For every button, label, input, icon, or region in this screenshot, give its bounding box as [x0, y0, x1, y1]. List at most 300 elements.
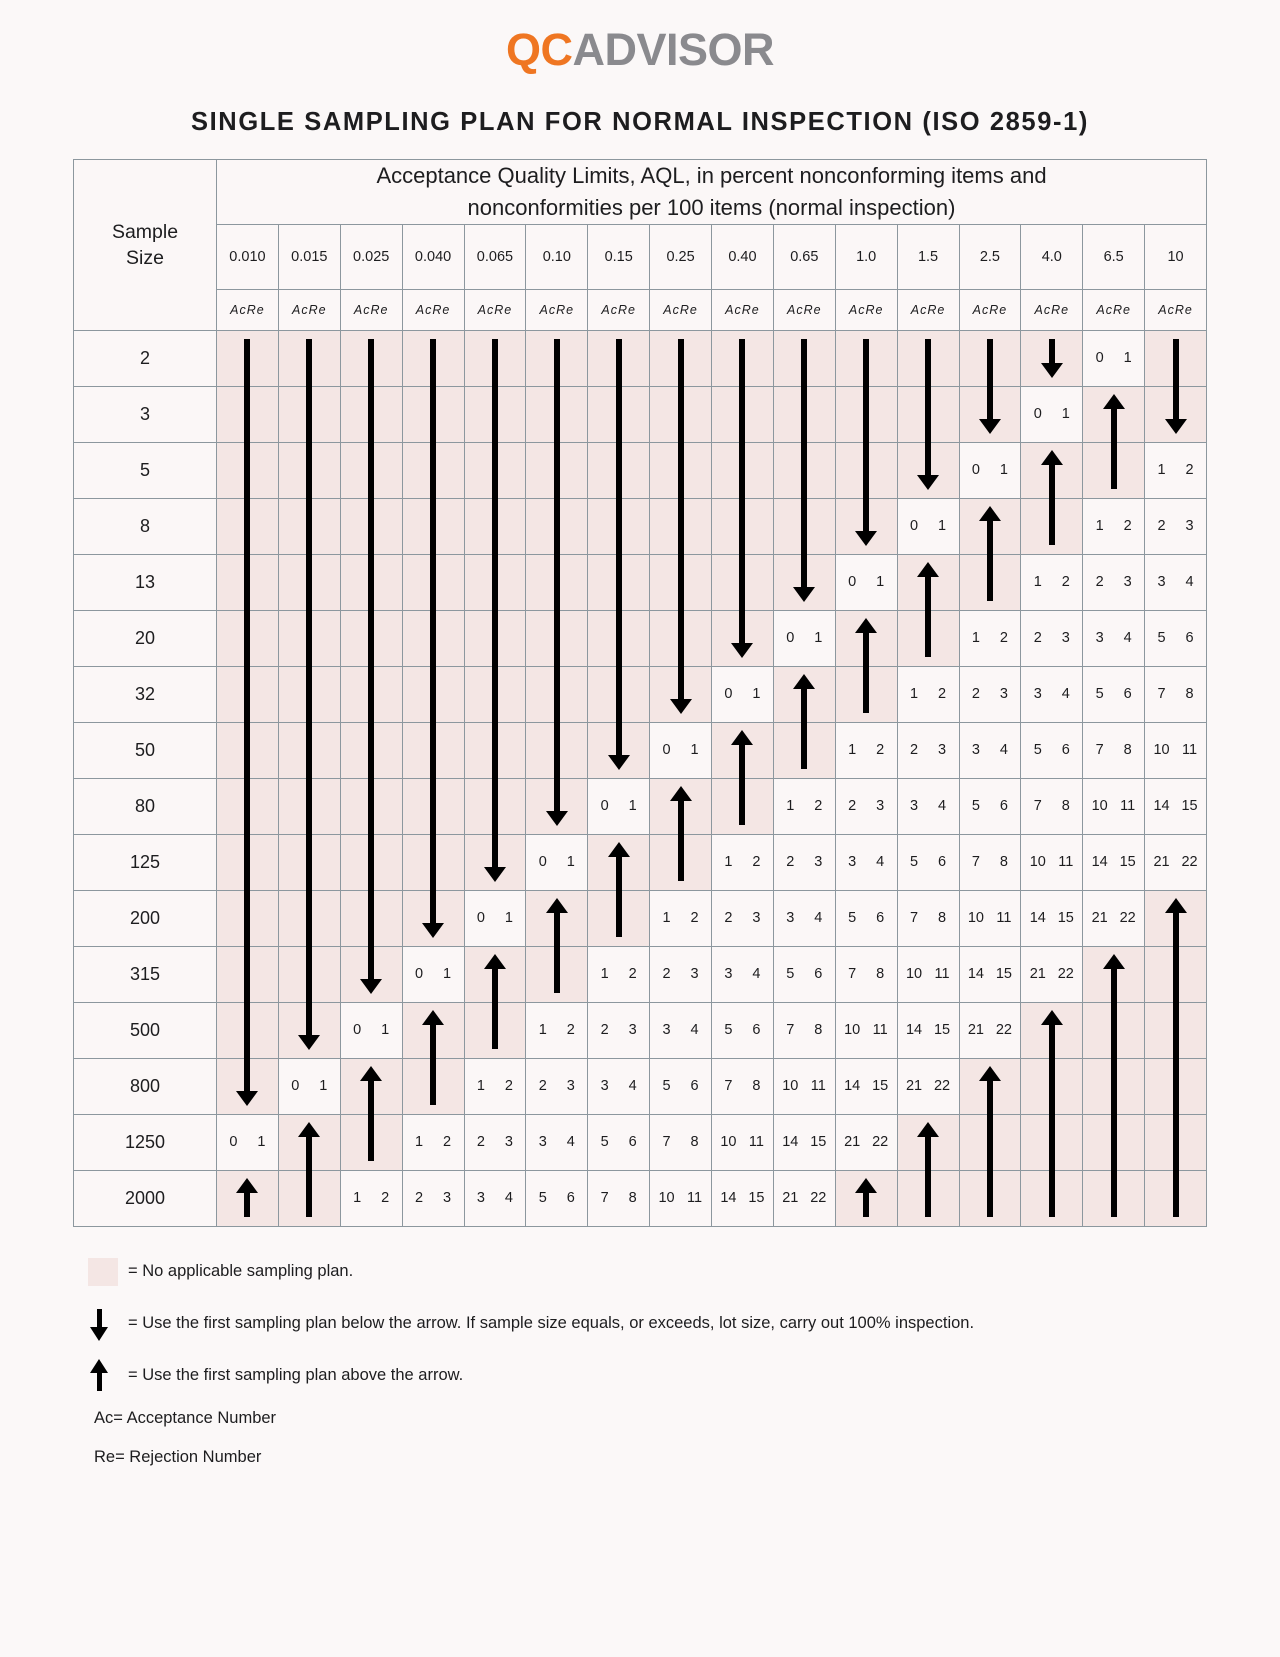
re-value: 4 [752, 966, 761, 983]
no-plan-cell [1145, 330, 1207, 386]
acceptance-rejection-cell [835, 1114, 897, 1170]
ac-value: 0 [786, 630, 795, 647]
ac-value: 1 [353, 1190, 362, 1207]
acceptance-rejection-cell [773, 834, 835, 890]
ac-value: 0 [724, 686, 733, 703]
table-row [74, 554, 1207, 610]
ac-value: 7 [1157, 686, 1166, 703]
re-value: 2 [1123, 518, 1132, 535]
no-plan-cell [773, 498, 835, 554]
no-plan-cell [217, 1170, 279, 1226]
acceptance-rejection-cell [588, 946, 650, 1002]
re-value: 11 [810, 1078, 826, 1095]
no-plan-cell [712, 498, 774, 554]
re-value: 6 [1061, 742, 1070, 759]
ac-re-subheader: AcRe [340, 289, 402, 330]
re-value: 1 [999, 462, 1008, 479]
acceptance-rejection-cell [217, 1114, 279, 1170]
header-row-aql [74, 224, 1207, 289]
ac-value: 7 [724, 1078, 733, 1095]
no-plan-cell [526, 666, 588, 722]
table-row [74, 834, 1207, 890]
no-plan-cell [1145, 1114, 1207, 1170]
table-row [74, 778, 1207, 834]
sample-size-cell: 800 [74, 1058, 217, 1114]
no-plan-cell [897, 386, 959, 442]
no-plan-cell [526, 722, 588, 778]
no-plan-cell [402, 834, 464, 890]
ac-value: 2 [1095, 574, 1104, 591]
up-arrow-icon [88, 1359, 110, 1393]
ac-value: 2 [848, 798, 857, 815]
no-plan-cell [464, 386, 526, 442]
ac-re-subheader: AcRe [959, 289, 1021, 330]
no-plan-cell [897, 330, 959, 386]
ac-re-subheader: AcRe [278, 289, 340, 330]
acceptance-rejection-cell [588, 778, 650, 834]
table-row [74, 1002, 1207, 1058]
no-plan-cell [217, 890, 279, 946]
acceptance-rejection-cell [773, 890, 835, 946]
re-value: 1 [752, 686, 761, 703]
no-plan-cell [1083, 1002, 1145, 1058]
table-row [74, 1114, 1207, 1170]
no-plan-cell [526, 610, 588, 666]
acceptance-rejection-cell [959, 722, 1021, 778]
no-plan-cell [278, 946, 340, 1002]
acceptance-rejection-cell [1021, 722, 1083, 778]
acceptance-rejection-cell [650, 1170, 712, 1226]
sample-size-cell: 200 [74, 890, 217, 946]
re-value: 6 [1185, 630, 1194, 647]
re-value: 4 [814, 910, 823, 927]
no-plan-cell [464, 666, 526, 722]
ac-value: 14 [720, 1190, 737, 1207]
no-plan-cell [526, 442, 588, 498]
acceptance-rejection-cell [897, 834, 959, 890]
aql-table [73, 159, 1207, 1227]
acceptance-rejection-cell [1021, 610, 1083, 666]
ac-value: 21 [905, 1078, 923, 1095]
re-value: 2 [1185, 462, 1194, 479]
table-row [74, 722, 1207, 778]
acceptance-rejection-cell [340, 1170, 402, 1226]
acceptance-rejection-cell [402, 946, 464, 1002]
no-plan-cell [773, 722, 835, 778]
no-plan-cell [959, 1170, 1021, 1226]
ac-value: 1 [662, 910, 671, 927]
re-value: 1 [319, 1078, 328, 1095]
ac-value: 0 [1033, 406, 1042, 423]
re-value: 2 [504, 1078, 513, 1095]
no-plan-cell [278, 778, 340, 834]
aql-column-header: 2.5 [959, 224, 1021, 289]
ac-value: 0 [291, 1078, 300, 1095]
no-plan-cell [1083, 1058, 1145, 1114]
acceptance-rejection-cell [650, 1114, 712, 1170]
no-plan-cell [588, 890, 650, 946]
ac-value: 0 [600, 798, 609, 815]
no-plan-cell [1083, 946, 1145, 1002]
sample-size-cell: 1250 [74, 1114, 217, 1170]
ac-value: 2 [910, 742, 919, 759]
acceptance-rejection-cell [959, 1002, 1021, 1058]
ac-value: 2 [538, 1078, 547, 1095]
re-value: 11 [996, 910, 1012, 927]
sample-size-cell: 20 [74, 610, 217, 666]
no-plan-cell [1021, 1170, 1083, 1226]
re-value: 8 [999, 854, 1008, 871]
sample-size-cell: 315 [74, 946, 217, 1002]
re-value: 1 [443, 966, 452, 983]
ac-value: 1 [848, 742, 857, 759]
table-row [74, 330, 1207, 386]
acceptance-rejection-cell [1145, 722, 1207, 778]
no-plan-cell [217, 386, 279, 442]
ac-value: 5 [848, 910, 857, 927]
no-plan-cell [340, 554, 402, 610]
aql-column-header: 0.10 [526, 224, 588, 289]
ac-re-subheader: AcRe [1083, 289, 1145, 330]
no-plan-cell [1083, 1170, 1145, 1226]
re-value: 11 [872, 1022, 888, 1039]
ac-value: 14 [1091, 854, 1108, 871]
no-plan-cell [959, 1114, 1021, 1170]
re-value: 15 [933, 1022, 951, 1039]
re-value: 3 [999, 686, 1008, 703]
ac-value: 14 [782, 1134, 799, 1151]
sample-size-cell: 50 [74, 722, 217, 778]
ac-value: 2 [415, 1190, 424, 1207]
re-value: 3 [1061, 630, 1070, 647]
acceptance-rejection-cell [588, 1170, 650, 1226]
ac-re-subheader: AcRe [1145, 289, 1207, 330]
legend-ac-definition: Ac= Acceptance Number [94, 1408, 277, 1427]
re-value: 22 [1119, 910, 1136, 927]
no-plan-cell [1021, 1058, 1083, 1114]
re-value: 1 [628, 798, 637, 815]
re-value: 3 [1123, 574, 1132, 591]
re-value: 4 [1061, 686, 1070, 703]
legend-no-plan-text: = No applicable sampling plan. [128, 1262, 354, 1281]
aql-column-header: 0.040 [402, 224, 464, 289]
acceptance-rejection-cell [1083, 554, 1145, 610]
ac-value: 5 [971, 798, 980, 815]
acceptance-rejection-cell [712, 1002, 774, 1058]
re-value: 4 [1185, 574, 1194, 591]
ac-re-subheader: AcRe [897, 289, 959, 330]
no-plan-cell [217, 610, 279, 666]
ac-value: 3 [538, 1134, 547, 1151]
ac-value: 10 [1091, 798, 1108, 815]
no-plan-cell [402, 778, 464, 834]
acceptance-rejection-cell [712, 946, 774, 1002]
ac-value: 10 [720, 1134, 737, 1151]
acceptance-rejection-cell [1145, 666, 1207, 722]
sample-size-header-line1: Sample [111, 220, 179, 243]
ac-value: 5 [1033, 742, 1042, 759]
no-plan-cell [1021, 442, 1083, 498]
acceptance-rejection-cell [897, 890, 959, 946]
no-plan-cell [340, 1114, 402, 1170]
re-value: 3 [504, 1134, 513, 1151]
acceptance-rejection-cell [650, 1002, 712, 1058]
no-plan-cell [1021, 498, 1083, 554]
acceptance-rejection-cell [835, 722, 897, 778]
acceptance-rejection-cell [959, 442, 1021, 498]
re-value: 6 [752, 1022, 761, 1039]
ac-re-subheader: AcRe [402, 289, 464, 330]
header-row-acre [74, 289, 1207, 330]
no-plan-cell [464, 498, 526, 554]
sample-size-cell: 500 [74, 1002, 217, 1058]
acceptance-rejection-cell [1083, 890, 1145, 946]
no-plan-cell [464, 610, 526, 666]
re-value: 4 [628, 1078, 637, 1095]
re-value: 4 [938, 798, 947, 815]
ac-value: 3 [848, 854, 857, 871]
no-plan-cell [464, 834, 526, 890]
acceptance-rejection-cell [773, 1002, 835, 1058]
aql-column-header: 0.025 [340, 224, 402, 289]
no-plan-cell [278, 386, 340, 442]
ac-value: 1 [786, 798, 795, 815]
ac-value: 14 [1029, 910, 1046, 927]
no-plan-cell [1083, 386, 1145, 442]
acceptance-rejection-cell [712, 666, 774, 722]
no-plan-cell [835, 330, 897, 386]
no-plan-cell [650, 666, 712, 722]
re-value: 15 [810, 1134, 827, 1151]
re-value: 2 [628, 966, 637, 983]
acceptance-rejection-cell [897, 946, 959, 1002]
acceptance-rejection-cell [1021, 666, 1083, 722]
no-plan-swatch-icon [88, 1258, 118, 1286]
no-plan-cell [526, 778, 588, 834]
re-value: 3 [876, 798, 885, 815]
no-plan-cell [588, 834, 650, 890]
ac-value: 3 [971, 742, 980, 759]
ac-value: 5 [600, 1134, 609, 1151]
ac-value: 14 [967, 966, 984, 983]
ac-value: 21 [967, 1022, 984, 1039]
legend-key-down [88, 1307, 128, 1341]
acceptance-rejection-cell [1145, 610, 1207, 666]
no-plan-cell [1145, 890, 1207, 946]
legend-row-no-plan [88, 1253, 1230, 1291]
acceptance-rejection-cell [712, 1114, 774, 1170]
no-plan-cell [278, 442, 340, 498]
ac-value: 3 [1033, 686, 1042, 703]
re-value: 1 [381, 1022, 390, 1039]
no-plan-cell [402, 330, 464, 386]
ac-value: 0 [538, 854, 547, 871]
re-value: 8 [752, 1078, 761, 1095]
acceptance-rejection-cell [835, 946, 897, 1002]
ac-value: 5 [786, 966, 795, 983]
ac-value: 21 [844, 1134, 861, 1151]
re-value: 2 [381, 1190, 390, 1207]
re-value: 4 [566, 1134, 575, 1151]
legend-down-arrow-text: = Use the first sampling plan below the arrow. If sample size equals, or exceeds, lot size, carry out 100% inspection. [128, 1314, 975, 1333]
no-plan-cell [340, 722, 402, 778]
no-plan-cell [835, 610, 897, 666]
no-plan-cell [897, 610, 959, 666]
acceptance-rejection-cell [588, 1058, 650, 1114]
ac-value: 0 [1095, 350, 1104, 367]
ac-value: 10 [905, 966, 923, 983]
acceptance-rejection-cell [773, 1058, 835, 1114]
ac-value: 1 [724, 854, 733, 871]
no-plan-cell [650, 778, 712, 834]
no-plan-cell [1145, 946, 1207, 1002]
acceptance-rejection-cell [402, 1170, 464, 1226]
sample-size-header-line2: Size [126, 246, 164, 269]
no-plan-cell [835, 498, 897, 554]
no-plan-cell [340, 946, 402, 1002]
no-plan-cell [464, 778, 526, 834]
acceptance-rejection-cell [959, 610, 1021, 666]
sample-size-cell: 3 [74, 386, 217, 442]
no-plan-cell [588, 498, 650, 554]
re-value: 1 [938, 518, 947, 535]
no-plan-cell [897, 1170, 959, 1226]
ac-re-subheader: AcRe [588, 289, 650, 330]
ac-value: 7 [786, 1022, 795, 1039]
acceptance-rejection-cell [959, 778, 1021, 834]
no-plan-cell [959, 554, 1021, 610]
no-plan-cell [1145, 386, 1207, 442]
aql-column-header: 0.015 [278, 224, 340, 289]
no-plan-cell [402, 890, 464, 946]
no-plan-cell [835, 442, 897, 498]
acceptance-rejection-cell [712, 1058, 774, 1114]
acceptance-rejection-cell [1145, 498, 1207, 554]
no-plan-cell [650, 554, 712, 610]
no-plan-cell [402, 554, 464, 610]
no-plan-cell [217, 498, 279, 554]
re-value: 8 [814, 1022, 823, 1039]
no-plan-cell [340, 498, 402, 554]
ac-value: 1 [538, 1022, 547, 1039]
acceptance-rejection-cell [650, 722, 712, 778]
ac-value: 7 [600, 1190, 609, 1207]
no-plan-cell [217, 330, 279, 386]
re-value: 8 [628, 1190, 637, 1207]
ac-value: 3 [786, 910, 795, 927]
re-value: 6 [1123, 686, 1132, 703]
ac-value: 21 [782, 1190, 799, 1207]
no-plan-cell [959, 1058, 1021, 1114]
no-plan-cell [1145, 1170, 1207, 1226]
no-plan-cell [650, 498, 712, 554]
aql-column-header: 0.065 [464, 224, 526, 289]
ac-value: 5 [662, 1078, 671, 1095]
no-plan-cell [588, 386, 650, 442]
re-value: 3 [938, 742, 947, 759]
aql-column-header: 0.40 [712, 224, 774, 289]
no-plan-cell [217, 834, 279, 890]
no-plan-cell [773, 554, 835, 610]
re-value: 11 [1120, 798, 1136, 815]
acceptance-rejection-cell [1021, 890, 1083, 946]
acceptance-rejection-cell [773, 778, 835, 834]
acceptance-rejection-cell [897, 722, 959, 778]
ac-value: 3 [476, 1190, 485, 1207]
no-plan-cell [712, 386, 774, 442]
ac-value: 5 [1095, 686, 1104, 703]
re-value: 1 [257, 1134, 266, 1151]
ac-re-subheader: AcRe [464, 289, 526, 330]
legend-key-up [88, 1359, 128, 1393]
acceptance-rejection-cell [650, 946, 712, 1002]
ac-value: 5 [724, 1022, 733, 1039]
acceptance-rejection-cell [1021, 946, 1083, 1002]
ac-value: 5 [910, 854, 919, 871]
re-value: 1 [876, 574, 885, 591]
ac-value: 0 [229, 1134, 238, 1151]
acceptance-rejection-cell [959, 834, 1021, 890]
ac-value: 2 [1157, 518, 1166, 535]
acceptance-rejection-cell [464, 1058, 526, 1114]
no-plan-cell [588, 554, 650, 610]
ac-value: 3 [910, 798, 919, 815]
sample-size-cell: 13 [74, 554, 217, 610]
ac-value: 1 [910, 686, 919, 703]
no-plan-cell [650, 330, 712, 386]
acceptance-rejection-cell [1083, 498, 1145, 554]
down-arrow-icon [88, 1307, 110, 1341]
aql-column-header: 1.0 [835, 224, 897, 289]
re-value: 22 [810, 1190, 827, 1207]
acceptance-rejection-cell [1083, 834, 1145, 890]
ac-value: 7 [971, 854, 980, 871]
no-plan-cell [835, 666, 897, 722]
acceptance-rejection-cell [464, 1114, 526, 1170]
ac-value: 3 [662, 1022, 671, 1039]
re-value: 2 [1061, 574, 1070, 591]
re-value: 2 [752, 854, 761, 871]
sample-size-cell: 125 [74, 834, 217, 890]
no-plan-cell [278, 610, 340, 666]
ac-value: 2 [662, 966, 671, 983]
no-plan-cell [217, 946, 279, 1002]
sample-size-header [74, 160, 217, 331]
acceptance-rejection-cell [959, 890, 1021, 946]
re-value: 6 [814, 966, 823, 983]
acceptance-rejection-cell [588, 1114, 650, 1170]
re-value: 4 [690, 1022, 699, 1039]
acceptance-rejection-cell [1145, 834, 1207, 890]
no-plan-cell [1021, 330, 1083, 386]
re-value: 11 [1182, 742, 1198, 759]
table-row [74, 946, 1207, 1002]
re-value: 22 [933, 1078, 951, 1095]
acceptance-rejection-cell [959, 946, 1021, 1002]
ac-re-subheader: AcRe [217, 289, 279, 330]
re-value: 3 [1185, 518, 1194, 535]
re-value: 3 [814, 854, 823, 871]
re-value: 8 [690, 1134, 699, 1151]
no-plan-cell [278, 666, 340, 722]
no-plan-cell [1021, 1002, 1083, 1058]
acceptance-rejection-cell [402, 1114, 464, 1170]
ac-re-subheader: AcRe [526, 289, 588, 330]
no-plan-cell [650, 442, 712, 498]
aql-column-header: 10 [1145, 224, 1207, 289]
ac-value: 0 [848, 574, 857, 591]
acceptance-rejection-cell [464, 890, 526, 946]
